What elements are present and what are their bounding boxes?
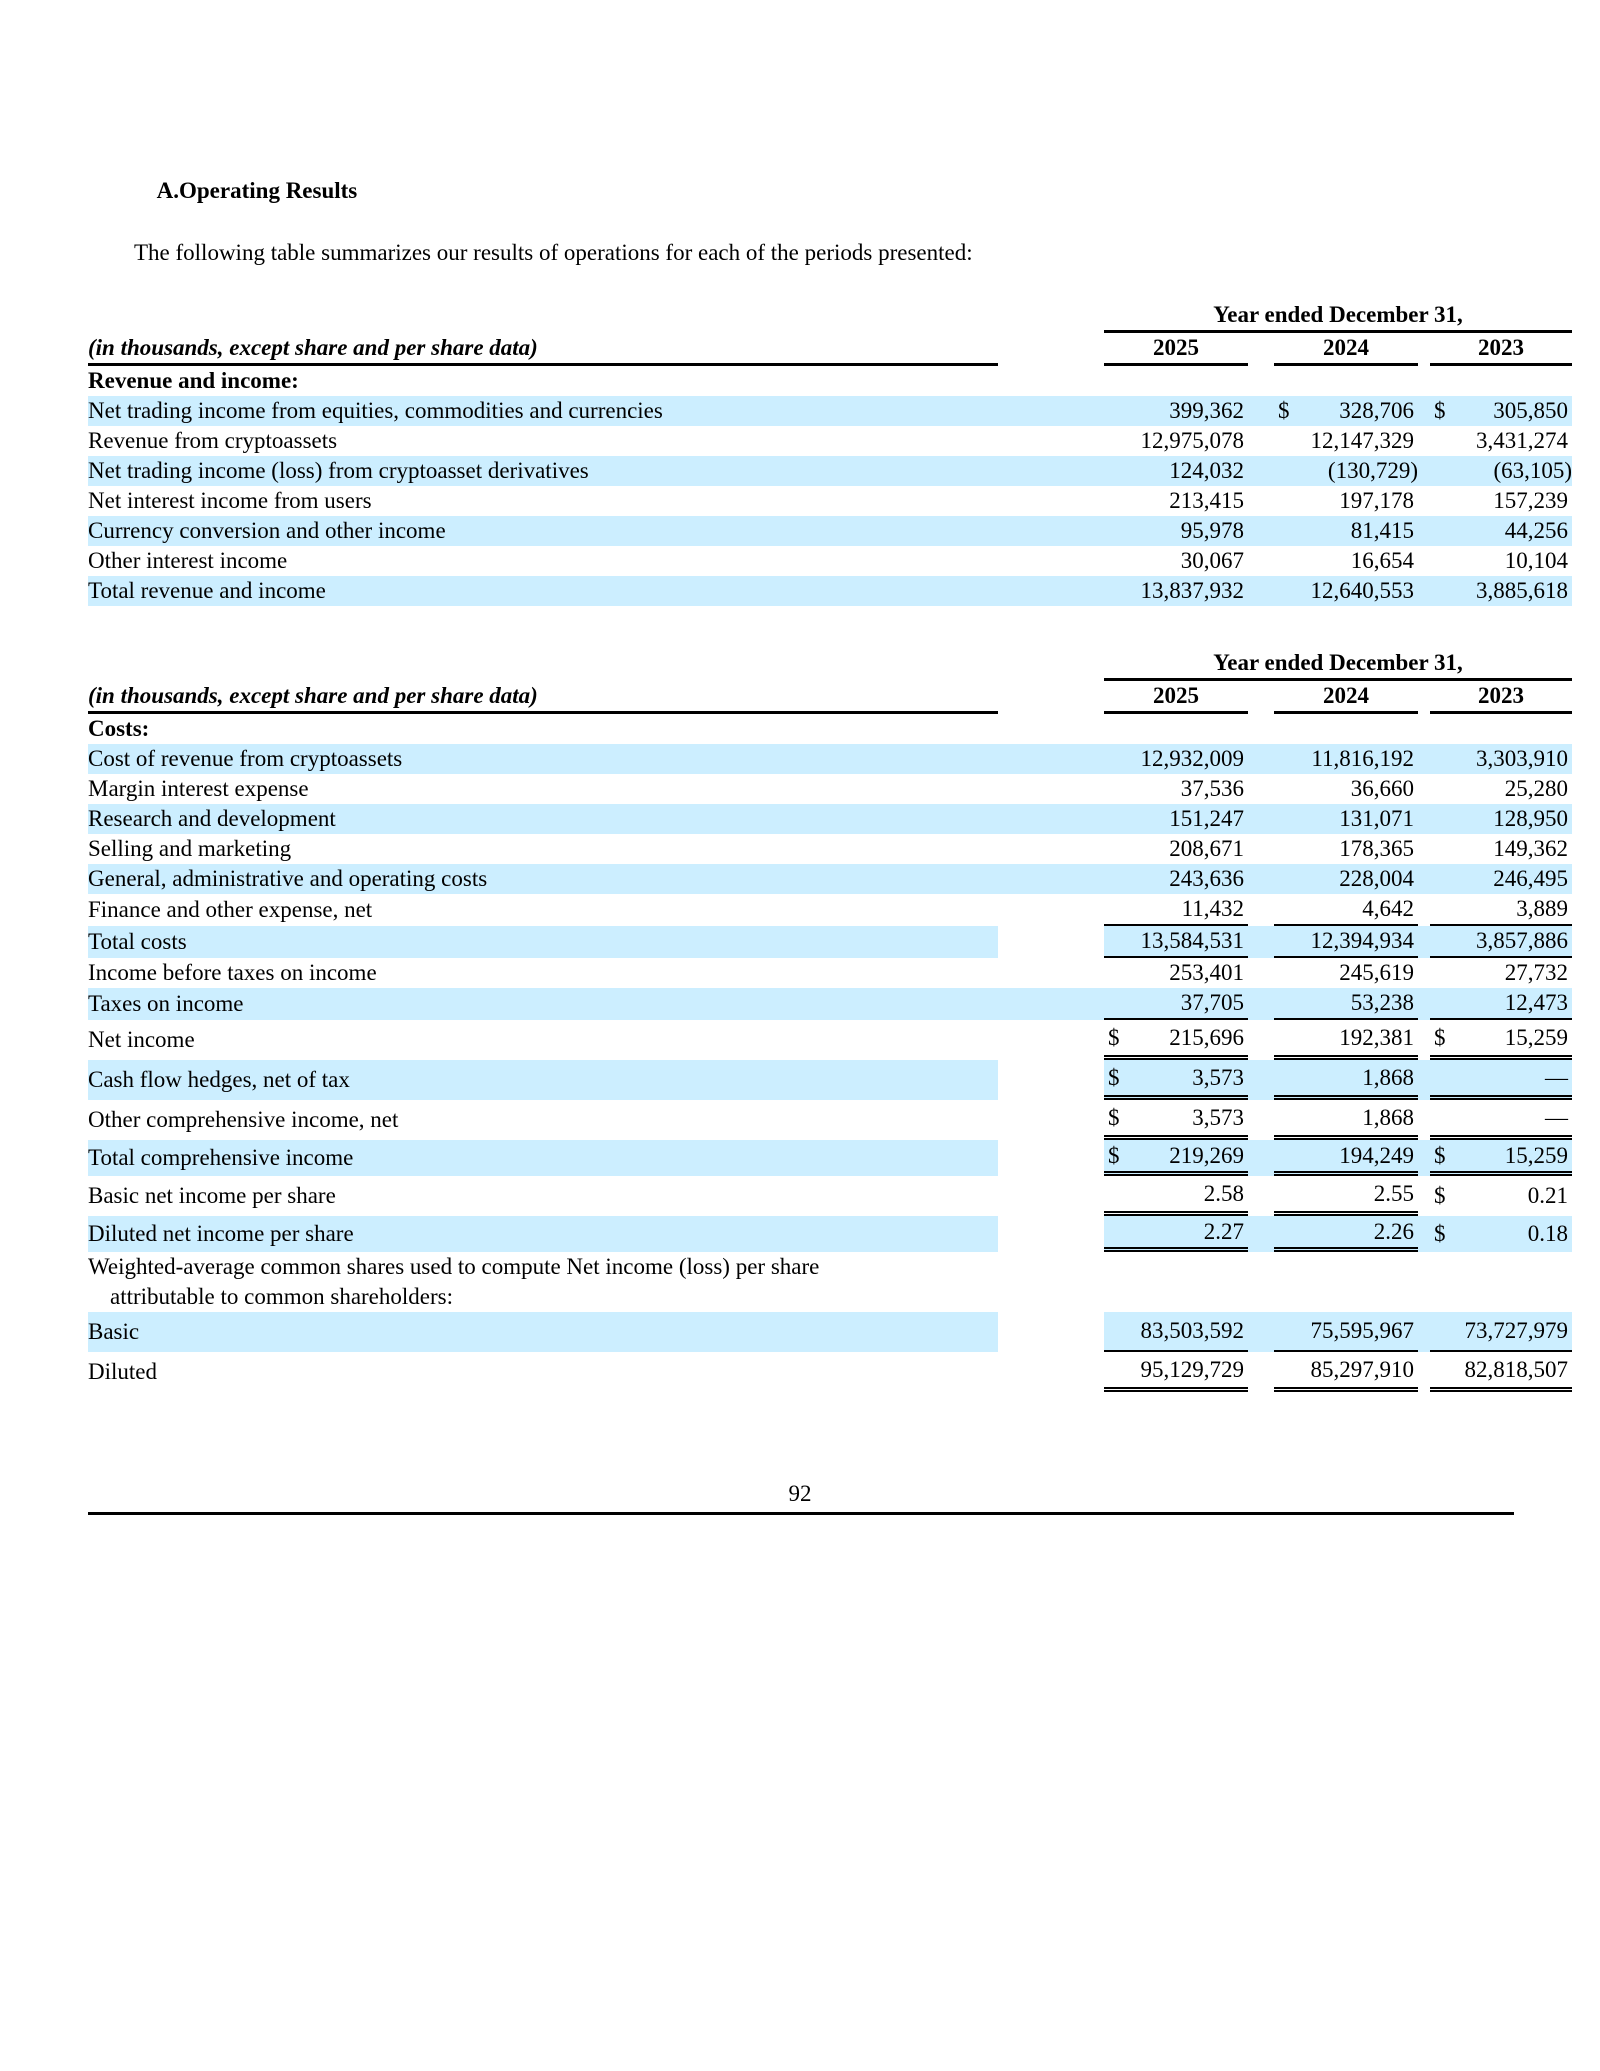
value-2023: 0.18 bbox=[1452, 1216, 1572, 1252]
row-label: Revenue from cryptoassets bbox=[88, 428, 338, 453]
table-row bbox=[88, 804, 1572, 834]
value-2025: 2.27 bbox=[1126, 1216, 1248, 1252]
value-2024: 1,868 bbox=[1296, 1060, 1418, 1100]
year-2023-header: 2023 bbox=[1430, 681, 1572, 714]
year-2025-header: 2025 bbox=[1104, 681, 1248, 714]
value-2025: 3,573 bbox=[1126, 1060, 1248, 1100]
value-2025: 37,705 bbox=[1126, 988, 1248, 1020]
table-row bbox=[88, 576, 1572, 606]
dollar-sign bbox=[1274, 1100, 1296, 1140]
value-2024: 12,640,553 bbox=[1296, 576, 1418, 606]
table-row bbox=[88, 1312, 1572, 1352]
table-row bbox=[88, 834, 1572, 864]
table-row bbox=[88, 958, 1572, 988]
dollar-sign bbox=[1430, 1100, 1452, 1140]
value-2024: 75,595,967 bbox=[1296, 1312, 1418, 1352]
dollar-sign bbox=[1274, 1176, 1296, 1216]
value-2025: 3,573 bbox=[1126, 1100, 1248, 1140]
value-2023: — bbox=[1452, 1060, 1572, 1100]
table-row bbox=[88, 1100, 1572, 1140]
dollar-sign: $ bbox=[1434, 1183, 1446, 1208]
value-2025: 13,584,531 bbox=[1126, 926, 1248, 958]
value-2025: 37,536 bbox=[1180, 776, 1244, 801]
value-2025: 12,975,078 bbox=[1140, 428, 1244, 453]
value-2025: 399,362 bbox=[1126, 396, 1248, 426]
value-2024: 194,249 bbox=[1296, 1140, 1418, 1176]
dollar-sign: $ bbox=[1104, 1100, 1126, 1140]
table-row bbox=[88, 864, 1572, 894]
dollar-sign: $ bbox=[1104, 1140, 1126, 1176]
value-2024: 4,642 bbox=[1296, 894, 1418, 926]
row-label: General, administrative and operating costs bbox=[88, 864, 998, 894]
value-2023: 27,732 bbox=[1504, 960, 1569, 985]
dollar-sign bbox=[1274, 1216, 1296, 1252]
value-2024: (130,729) bbox=[1296, 456, 1418, 486]
footer-rule bbox=[88, 1512, 1514, 1515]
value-2023: 15,259 bbox=[1452, 1140, 1572, 1176]
row-label: Basic bbox=[88, 1312, 998, 1352]
value-2024: 12,394,934 bbox=[1296, 926, 1418, 958]
dollar-sign bbox=[1104, 1216, 1126, 1252]
table-row bbox=[88, 396, 1572, 426]
row-label: Cost of revenue from cryptoassets bbox=[88, 744, 998, 774]
period-header: Year ended December 31, bbox=[1104, 648, 1572, 681]
value-2023: (63,105) bbox=[1452, 456, 1572, 486]
value-2023: 246,495 bbox=[1452, 864, 1572, 894]
section-heading bbox=[134, 178, 357, 204]
value-2025: 95,129,729 bbox=[1126, 1352, 1248, 1392]
dollar-sign: $ bbox=[1274, 396, 1296, 426]
value-2024: 245,619 bbox=[1339, 960, 1414, 985]
row-label: Cash flow hedges, net of tax bbox=[88, 1060, 998, 1100]
value-2023: 0.21 bbox=[1527, 1183, 1569, 1208]
value-2024: 16,654 bbox=[1350, 548, 1414, 573]
value-2024: 197,178 bbox=[1339, 488, 1414, 513]
value-2023: 3,431,274 bbox=[1476, 428, 1569, 453]
value-2023: 12,473 bbox=[1452, 988, 1572, 1020]
value-2023: 10,104 bbox=[1504, 548, 1569, 573]
value-2024: 131,071 bbox=[1296, 804, 1418, 834]
value-2025: 208,671 bbox=[1169, 836, 1244, 861]
row-label: Net income bbox=[88, 1027, 195, 1052]
dollar-sign bbox=[1104, 396, 1126, 426]
value-2023: 3,857,886 bbox=[1452, 926, 1572, 958]
dollar-sign: $ bbox=[1430, 1020, 1452, 1060]
value-2024: 36,660 bbox=[1350, 776, 1414, 801]
value-2023: 128,950 bbox=[1452, 804, 1572, 834]
row-label: Net trading income (loss) from cryptoasset derivatives bbox=[88, 456, 998, 486]
value-2024: 2.55 bbox=[1296, 1176, 1418, 1216]
table-row bbox=[88, 1216, 1572, 1252]
table-row bbox=[88, 516, 1572, 546]
year-2025-header: 2025 bbox=[1104, 333, 1248, 366]
row-label: Income before taxes on income bbox=[88, 960, 377, 985]
value-2025: 243,636 bbox=[1126, 864, 1248, 894]
dollar-sign bbox=[1274, 1060, 1296, 1100]
value-2023: 25,280 bbox=[1504, 776, 1569, 801]
value-2023: 157,239 bbox=[1493, 488, 1569, 513]
dollar-sign bbox=[1274, 1020, 1296, 1060]
year-2024-header: 2024 bbox=[1274, 681, 1418, 714]
row-label: Taxes on income bbox=[88, 988, 998, 1020]
row-label-continued: attributable to common shareholders: bbox=[110, 1284, 453, 1309]
table-row bbox=[88, 1020, 1572, 1060]
table-row bbox=[88, 1252, 1572, 1282]
value-2025: 12,932,009 bbox=[1126, 744, 1248, 774]
table-row bbox=[88, 988, 1572, 1020]
year-2024-header: 2024 bbox=[1274, 333, 1418, 366]
section-label: Costs: bbox=[88, 716, 150, 741]
units-subheader: (in thousands, except share and per share data) bbox=[88, 681, 998, 714]
value-2023: 3,303,910 bbox=[1452, 744, 1572, 774]
row-label: Currency conversion and other income bbox=[88, 516, 998, 546]
row-label: Margin interest expense bbox=[88, 776, 309, 801]
year-2023-header: 2023 bbox=[1430, 333, 1572, 366]
dollar-sign bbox=[1274, 1140, 1296, 1176]
dollar-sign: $ bbox=[1430, 396, 1452, 426]
dollar-sign: $ bbox=[1104, 1020, 1126, 1060]
row-label: Other comprehensive income, net bbox=[88, 1107, 399, 1132]
dollar-sign: $ bbox=[1104, 1060, 1126, 1100]
table-row bbox=[88, 546, 1572, 576]
table-row bbox=[88, 1140, 1572, 1176]
value-2024: 228,004 bbox=[1296, 864, 1418, 894]
value-2025: 2.58 bbox=[1126, 1176, 1248, 1216]
dollar-sign: $ bbox=[1430, 1140, 1452, 1176]
table-row bbox=[88, 456, 1572, 486]
value-2024: 85,297,910 bbox=[1296, 1352, 1418, 1392]
value-2024: 81,415 bbox=[1296, 516, 1418, 546]
table-row bbox=[88, 894, 1572, 926]
row-label: Basic net income per share bbox=[88, 1183, 336, 1208]
value-2025: 219,269 bbox=[1126, 1140, 1248, 1176]
value-2025: 253,401 bbox=[1169, 960, 1244, 985]
row-label: Diluted bbox=[88, 1359, 157, 1384]
table-row bbox=[88, 1060, 1572, 1100]
value-2025: 11,432 bbox=[1126, 894, 1248, 926]
value-2024: 2.26 bbox=[1296, 1216, 1418, 1252]
units-subheader: (in thousands, except share and per share data) bbox=[88, 333, 998, 366]
value-2025: 95,978 bbox=[1126, 516, 1248, 546]
table-row bbox=[88, 1352, 1572, 1392]
table-row bbox=[88, 426, 1572, 456]
value-2024: 1,868 bbox=[1296, 1100, 1418, 1140]
value-2023: 44,256 bbox=[1452, 516, 1572, 546]
value-2023: 305,850 bbox=[1452, 396, 1572, 426]
value-2025: 30,067 bbox=[1180, 548, 1244, 573]
row-label: Total revenue and income bbox=[88, 576, 998, 606]
intro-paragraph: The following table summarizes our results of operations for each of the periods presented: bbox=[134, 240, 973, 265]
value-2023: 3,889 bbox=[1452, 894, 1572, 926]
row-label: Selling and marketing bbox=[88, 836, 292, 861]
table-row bbox=[88, 774, 1572, 804]
table-row bbox=[88, 486, 1572, 516]
table-row bbox=[88, 1176, 1572, 1216]
row-label: Total costs bbox=[88, 926, 998, 958]
row-label: Diluted net income per share bbox=[88, 1216, 998, 1252]
dollar-sign bbox=[1104, 1176, 1126, 1216]
dollar-sign: $ bbox=[1430, 1216, 1452, 1252]
value-2024: 192,381 bbox=[1296, 1020, 1418, 1060]
dollar-sign bbox=[1430, 1060, 1452, 1100]
value-2025: 213,415 bbox=[1169, 488, 1244, 513]
table-row bbox=[88, 744, 1572, 774]
value-2025: 83,503,592 bbox=[1126, 1312, 1248, 1352]
value-2024: 178,365 bbox=[1339, 836, 1414, 861]
costs-table bbox=[88, 648, 1572, 1392]
value-2023: 82,818,507 bbox=[1452, 1352, 1572, 1392]
value-2024: 12,147,329 bbox=[1310, 428, 1414, 453]
row-label: Finance and other expense, net bbox=[88, 897, 373, 922]
row-label: Weighted-average common shares used to compute Net income (loss) per share bbox=[88, 1254, 820, 1279]
row-label: Total comprehensive income bbox=[88, 1140, 998, 1176]
table-row bbox=[88, 1282, 1572, 1312]
value-2025: 151,247 bbox=[1126, 804, 1248, 834]
value-2023: 73,727,979 bbox=[1452, 1312, 1572, 1352]
value-2024: 328,706 bbox=[1296, 396, 1418, 426]
value-2024: 53,238 bbox=[1296, 988, 1418, 1020]
row-label: Other interest income bbox=[88, 548, 288, 573]
value-2024: 11,816,192 bbox=[1296, 744, 1418, 774]
section-title: Operating Results bbox=[179, 178, 358, 203]
value-2023: 15,259 bbox=[1452, 1020, 1572, 1060]
section-label: Revenue and income: bbox=[88, 368, 299, 393]
value-2025: 215,696 bbox=[1126, 1020, 1248, 1060]
value-2023: 3,885,618 bbox=[1452, 576, 1572, 606]
section-number: A. bbox=[156, 178, 179, 203]
value-2025: 13,837,932 bbox=[1126, 576, 1248, 606]
revenue-table bbox=[88, 300, 1572, 606]
page-number: 92 bbox=[788, 1481, 812, 1506]
table-row bbox=[88, 926, 1572, 958]
row-label: Research and development bbox=[88, 804, 998, 834]
period-header: Year ended December 31, bbox=[1104, 300, 1572, 333]
row-label: Net trading income from equities, commodities and currencies bbox=[88, 396, 998, 426]
value-2023: 149,362 bbox=[1493, 836, 1569, 861]
value-2025: 124,032 bbox=[1126, 456, 1248, 486]
row-label: Net interest income from users bbox=[88, 488, 372, 513]
value-2023: — bbox=[1452, 1100, 1572, 1140]
